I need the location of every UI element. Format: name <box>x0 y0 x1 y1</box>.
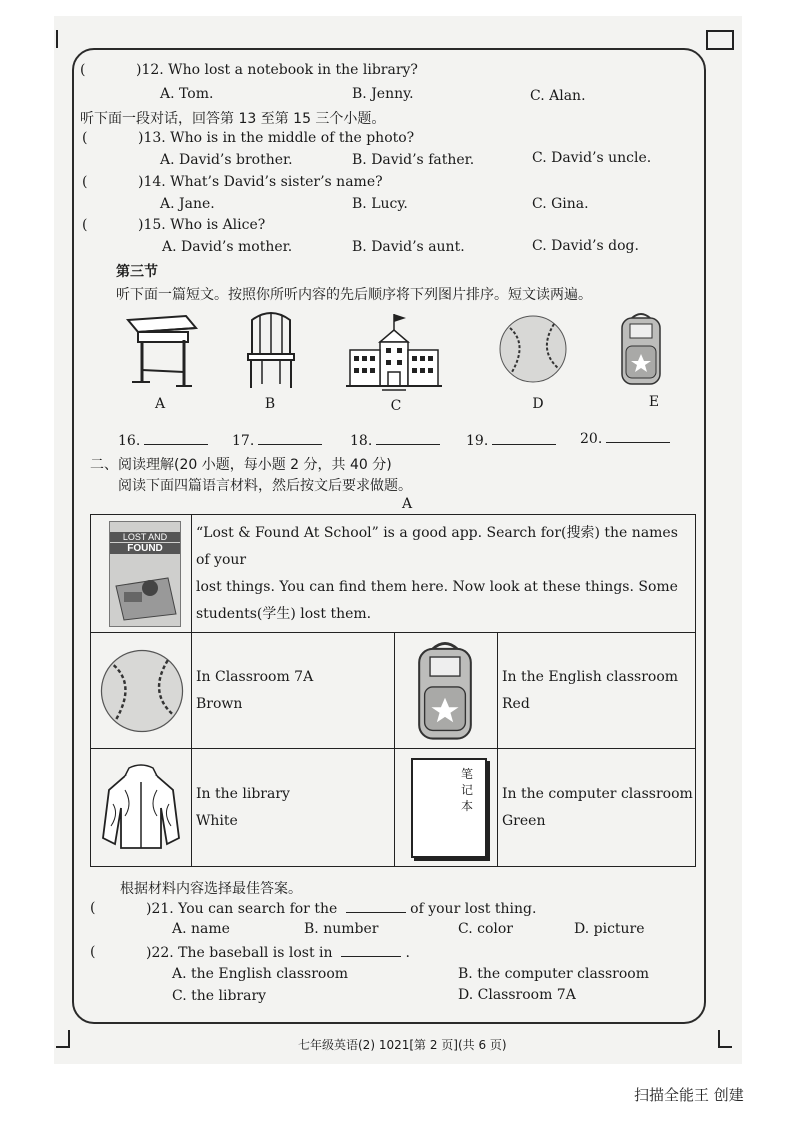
q22-option-c: C. the library <box>172 988 267 1004</box>
blank-number: 17. <box>232 433 255 449</box>
notebook-icon <box>411 758 487 858</box>
baseball-icon <box>99 648 191 734</box>
picture-label-c: C <box>390 398 402 414</box>
notebook-cover-char: 本 <box>461 798 474 813</box>
item-color: Red <box>502 695 530 712</box>
picture-label-a: A <box>154 396 166 412</box>
backpack-icon <box>411 638 497 744</box>
scanner-watermark: 扫描全能王 创建 <box>634 1086 744 1104</box>
question-22-stem: )22. The baseball is lost in <box>146 945 333 961</box>
baseball-icon <box>498 314 568 384</box>
question-21-stem-end: of your lost thing. <box>410 901 537 917</box>
item-info-cell <box>498 633 696 749</box>
q22-option-a: A. the English classroom <box>172 966 349 982</box>
instruction-13-15: 听下面一段对话，回答第 13 至第 15 三个小题。 <box>80 111 386 127</box>
notebook-cover-char: 笔 <box>461 766 474 781</box>
item-place: In the library <box>196 785 290 802</box>
answer-paren: ( <box>82 174 88 190</box>
answer-paren: ( <box>82 130 88 146</box>
choose-instruction: 根据材料内容选择最佳答案。 <box>120 881 302 897</box>
logo-text-2: FOUND <box>110 543 180 554</box>
q13-option-a: A. David’s brother. <box>160 152 293 168</box>
answer-paren: ( <box>90 900 96 916</box>
item-image-cell <box>91 749 192 867</box>
reading-instruction: 阅读下面四篇语言材料，然后按文后要求做题。 <box>118 478 412 494</box>
blank-number: 19. <box>466 433 489 449</box>
q15-option-c: C. David’s dog. <box>532 238 639 254</box>
corner-mark-bottom-right <box>718 1030 732 1048</box>
question-15: )15. Who is Alice? <box>138 217 266 233</box>
answer-paren: ( <box>82 217 88 233</box>
question-21 <box>146 900 536 917</box>
lost-found-logo <box>109 521 181 627</box>
intro-line-1: “Lost & Found At School” is a good app. Search for(搜索) the names of your <box>196 524 678 568</box>
question-13: )13. Who is in the middle of the photo? <box>138 130 415 146</box>
q14-option-b: B. Lucy. <box>352 196 408 212</box>
corner-box-mark <box>706 30 734 50</box>
item-place: In the English classroom <box>502 668 679 685</box>
item-color: Brown <box>196 695 243 712</box>
corner-mark-bottom-left <box>56 1030 70 1048</box>
item-info-cell <box>192 633 395 749</box>
passage-label: A <box>402 496 413 512</box>
question-22 <box>146 944 410 961</box>
app-intro-cell <box>192 515 696 633</box>
q13-option-c: C. David’s uncle. <box>532 150 652 166</box>
page-footer: 七年级英语(2) 1021[第 2 页](共 6 页) <box>298 1038 507 1052</box>
q21-option-c: C. color <box>458 921 513 937</box>
lost-found-table <box>90 514 696 867</box>
lost-found-logo-cell <box>91 515 192 633</box>
item-image-cell <box>395 749 498 867</box>
section-3-title: 第三节 <box>116 264 158 280</box>
q12-option-b: B. Jenny. <box>352 86 414 102</box>
question-22-stem-end: . <box>405 945 410 961</box>
intro-line-3: students(学生) lost them. <box>196 605 372 622</box>
q21-option-a: A. name <box>172 921 230 937</box>
answer-blank-19[interactable] <box>466 432 556 449</box>
picture-label-b: B <box>264 396 276 412</box>
answer-blank-16[interactable] <box>118 432 208 449</box>
q15-option-b: B. David’s aunt. <box>352 239 465 255</box>
intro-line-2: lost things. You can find them here. Now look at these things. Some <box>196 578 678 595</box>
item-place: In Classroom 7A <box>196 668 314 685</box>
picture-label-e: E <box>648 394 660 410</box>
blank-number: 16. <box>118 433 141 449</box>
question-21-stem: )21. You can search for the <box>146 901 338 917</box>
desk-icon <box>120 310 200 390</box>
q12-option-c: C. Alan. <box>530 88 586 104</box>
q12-option-a: A. Tom. <box>160 86 214 102</box>
item-info-cell <box>192 749 395 867</box>
answer-paren: ( <box>80 62 86 78</box>
corner-mark-top-left <box>56 30 58 48</box>
q14-option-a: A. Jane. <box>160 196 215 212</box>
answer-blank-20[interactable] <box>580 430 670 447</box>
q22-option-d: D. Classroom 7A <box>458 987 576 1003</box>
notebook-cover-char: 记 <box>461 782 474 797</box>
logo-text-1: LOST AND <box>110 532 180 542</box>
q15-option-a: A. David’s mother. <box>162 239 293 255</box>
section-3-instruction: 听下面一篇短文。按照你所听内容的先后顺序将下列图片排序。短文读两遍。 <box>116 287 592 303</box>
jacket-icon <box>99 760 191 856</box>
answer-paren: ( <box>90 944 96 960</box>
answer-blank-18[interactable] <box>350 432 440 449</box>
school-building-icon <box>346 312 442 392</box>
item-image-cell <box>395 633 498 749</box>
answer-blank-17[interactable] <box>232 432 322 449</box>
item-color: White <box>196 812 238 829</box>
item-color: Green <box>502 812 546 829</box>
q21-option-b: B. number <box>304 921 379 937</box>
q21-option-d: D. picture <box>574 921 645 937</box>
question-14: )14. What’s David’s sister’s name? <box>138 174 383 190</box>
question-21-blank[interactable] <box>346 900 406 913</box>
blank-number: 20. <box>580 431 603 447</box>
q22-option-b: B. the computer classroom <box>458 966 650 982</box>
reading-section-title: 二、阅读理解(20 小题，每小题 2 分，共 40 分) <box>90 457 392 473</box>
question-12: )12. Who lost a notebook in the library? <box>136 62 418 78</box>
question-22-blank[interactable] <box>341 944 401 957</box>
item-place: In the computer classroom <box>502 785 693 802</box>
picture-label-d: D <box>532 396 544 412</box>
q14-option-c: C. Gina. <box>532 196 589 212</box>
item-info-cell <box>498 749 696 867</box>
item-image-cell <box>91 633 192 749</box>
blank-number: 18. <box>350 433 373 449</box>
q13-option-b: B. David’s father. <box>352 152 475 168</box>
chair-icon <box>242 310 300 390</box>
backpack-icon <box>616 310 666 388</box>
